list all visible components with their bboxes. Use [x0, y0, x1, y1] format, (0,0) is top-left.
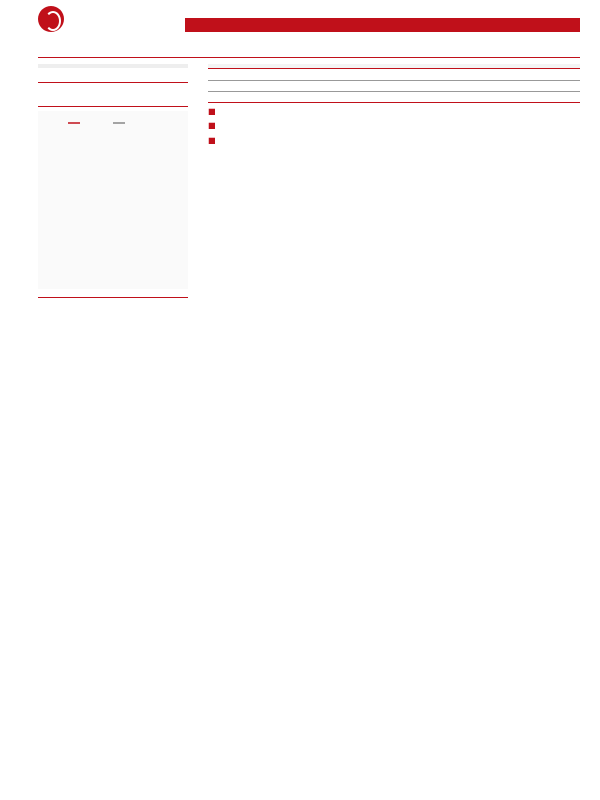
th-year	[394, 80, 425, 91]
th-year	[332, 80, 363, 91]
trend-title	[38, 104, 188, 107]
bullet-icon: ■	[208, 120, 216, 131]
th-rating	[549, 69, 580, 80]
points-title	[208, 101, 580, 103]
company-table	[208, 69, 580, 92]
basic-title	[38, 80, 188, 83]
point-1	[208, 106, 580, 118]
table-header-1	[208, 69, 580, 80]
th-year	[487, 80, 518, 91]
chart-bg	[38, 111, 188, 289]
th-blank	[208, 80, 239, 91]
th-name	[208, 69, 239, 80]
th-year	[270, 80, 301, 91]
sidebar	[38, 64, 188, 301]
related-section	[38, 295, 188, 298]
divider	[38, 57, 580, 58]
th-unit	[239, 80, 270, 91]
th-price	[239, 69, 270, 80]
trend-chart-svg	[38, 111, 188, 289]
basic-status	[38, 80, 188, 92]
th-year	[363, 80, 394, 91]
company-logo	[38, 6, 68, 32]
rating	[38, 64, 188, 68]
point-4	[208, 135, 580, 147]
th-blank	[549, 80, 580, 91]
trend-section	[38, 104, 188, 289]
bullet-icon: ■	[208, 105, 216, 116]
th-pe	[394, 69, 518, 80]
main-content	[208, 64, 580, 150]
bullet-icon: ■	[208, 135, 216, 146]
th-year	[456, 80, 487, 91]
point-3	[208, 120, 580, 132]
th-pb	[518, 69, 549, 80]
related-title	[38, 295, 188, 298]
logo-icon	[38, 6, 64, 32]
th-year	[425, 80, 456, 91]
trend-chart	[38, 111, 188, 289]
header-bar	[185, 18, 580, 32]
th-blank	[518, 80, 549, 91]
table-header-2	[208, 80, 580, 91]
th-eps	[270, 69, 394, 80]
th-year	[301, 80, 332, 91]
